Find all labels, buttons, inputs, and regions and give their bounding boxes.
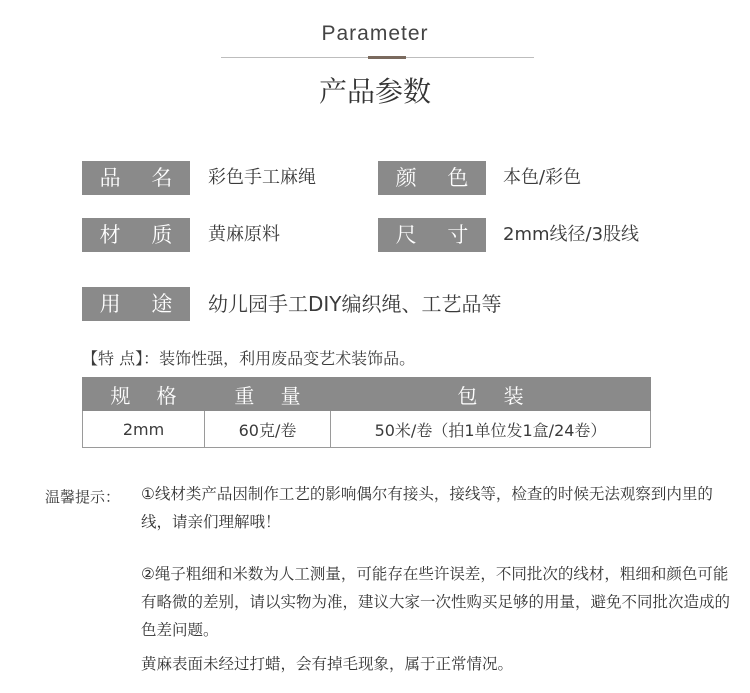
- param-value-name: 彩色手工麻绳: [208, 167, 316, 188]
- note-paragraph-1: ①线材类产品因制作工艺的影响偶尔有接头，接线等，检查的时候无法观察到内里的线，请亲们理解哦！: [141, 485, 713, 531]
- param-label-size: 尺 寸: [378, 218, 486, 252]
- param-value-material: 黄麻原料: [208, 224, 280, 245]
- feature-text: 【特 点】：装饰性强，利用废品变艺术装饰品。: [82, 349, 416, 368]
- param-value-size: 2mm线径/3股线: [503, 224, 640, 245]
- spec-header-packaging: 包 装: [331, 378, 651, 411]
- spec-cell-packaging: 50米/卷（拍1单位发1盒/24卷）: [331, 411, 651, 448]
- param-value-color: 本色/彩色: [503, 167, 582, 188]
- header-accent-mark: [368, 56, 406, 59]
- param-value-usage: 幼儿园手工DIY编织绳、工艺品等: [208, 292, 502, 316]
- spec-table: [82, 377, 651, 448]
- spec-cell-size: 2mm: [83, 411, 205, 448]
- param-label-material: 材 质: [82, 218, 190, 252]
- note-paragraph-3: 黄麻表面未经过打蜡，会有掉毛现象，属于正常情况。: [141, 655, 514, 673]
- param-label-name: 品 名: [82, 161, 190, 195]
- header-english-title: Parameter: [321, 22, 429, 45]
- param-label-color: 颜 色: [378, 161, 486, 195]
- table-row: [83, 411, 651, 448]
- spec-table-header-row: [83, 378, 651, 411]
- spec-cell-weight: 60克/卷: [205, 411, 331, 448]
- param-label-usage: 用 途: [82, 287, 190, 321]
- notes-label: 温馨提示：: [45, 488, 121, 506]
- note-paragraph-2: ②绳子粗细和米数为人工测量，可能存在些许误差，不同批次的线材，粗细和颜色可能有略微的差别，请以实物为准，建议大家一次性购买足够的用量，避免不同批次造成的色差问题。: [141, 565, 731, 639]
- header-chinese-title: 产品参数: [318, 75, 431, 108]
- spec-header-weight: 重 量: [205, 378, 331, 411]
- spec-header-size: 规 格: [83, 378, 205, 411]
